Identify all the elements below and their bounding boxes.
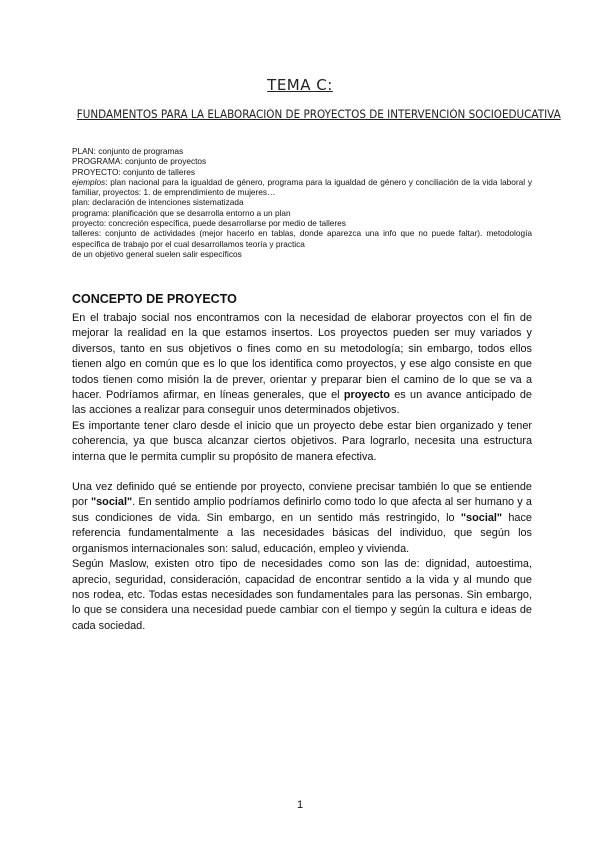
note-line-talleres: talleres: conjunto de actividades (mejor hacerlo en tablas, donde aparezca una info que no puede faltar). metodología específica de trabajo por el cual desarrollamos teoría y practica xyxy=(72,228,532,249)
page-title: TEMA C: xyxy=(267,76,333,94)
note-ejemplos xyxy=(72,177,532,198)
paragraph-4: Según Maslow, existen otro tipo de necesidades como son las de: dignidad, autoestima, aprecio, seguridad, consideración, capacidad de encontrar sentido a la vida y al mundo que nos rodea, etc. Todas estas necesidades son fundamentales para las personas. Sin embargo, lo que se considera una necesidad puede cambiar con el tiempo y según la cultura e ideas de cada sociedad. xyxy=(72,558,532,632)
page-subtitle: FUNDAMENTOS PARA LA ELABORACIÓN DE PROYECTOS DE INTERVENCIÓN SOCIOEDUCATIVA xyxy=(76,108,561,121)
p3-bold-2: "social" xyxy=(460,511,503,524)
ejemplos-label: ejemplos xyxy=(72,176,106,187)
p3-text-c: hace referencia fundamentalmente a las necesidades básicas del individuo, que según los organismos internacionales son: salud, educación, empleo y vivienda. xyxy=(72,511,532,555)
paragraph-3 xyxy=(72,480,532,557)
p1-text-b: es un avance anticipado de las acciones a realizar para conseguir unos determinados objetivos. xyxy=(72,389,532,417)
note-plan: PLAN: conjunto de programas xyxy=(72,146,184,156)
p3-text-b: . En sentido amplio podríamos definirlo como todo lo que afecta al ser humano y a sus condiciones de vida. Sin embargo, en un sentido más restringido, lo xyxy=(72,496,532,524)
note-line-programa: programa: planificación que se desarrolla entorno a un plan xyxy=(72,207,291,218)
p1-text-a: En el trabajo social nos encontramos con la necesidad de elaborar proyectos con el fin de mejorar la realidad en la que estamos insertos. Los proyectos pueden ser muy variados y diversos, tanto en sus objetivos o fines como en su metodología; sin embargo, todos ellos tienen algo en común que es lo que los identifica como proyectos, y ese algo consiste en que todos tienen como misión la de prever, orientar y preparar bien el camino de lo que se va a hacer. Podríamos afirmar, en líneas generales, que el xyxy=(72,312,532,402)
paragraph-2: Es importante tener claro desde el inicio que un proyecto debe estar bien organizado y tener coherencia, ya que busca alcanzar ciertos objetivos. Para lograrlo, necesita una estructura interna que le permita cumplir su propósito de manera efectiva. xyxy=(72,419,532,463)
note-line-proyecto: proyecto: concreción específica, puede desarrollarse por medio de talleres xyxy=(72,218,346,229)
note-line-plan: plan: declaración de intenciones sistematizada xyxy=(72,197,244,208)
body-text xyxy=(72,311,532,634)
section-heading: CONCEPTO DE PROYECTO xyxy=(72,292,237,306)
page-number: 1 xyxy=(296,799,304,811)
paragraph-1 xyxy=(72,311,532,419)
note-programa: PROGRAMA: conjunto de proyectos xyxy=(72,156,207,167)
note-proyecto: PROYECTO: conjunto de talleres xyxy=(72,166,195,177)
p3-text-a: Una vez definido qué se entiende por proyecto, conviene precisar también lo que se entiende por xyxy=(72,481,532,509)
p3-bold-1: "social" xyxy=(90,496,133,509)
p1-bold: proyecto xyxy=(343,389,390,402)
notes-block xyxy=(72,146,532,259)
ejemplos-text: : plan nacional para la igualdad de género, programa para la igualdad de género y conciliación de la vida laboral y familiar, proyectos: 1. de emprendimiento de mujeres… xyxy=(72,176,532,198)
note-line-objetivo: de un objetivo general suelen salir específicos xyxy=(72,248,242,259)
